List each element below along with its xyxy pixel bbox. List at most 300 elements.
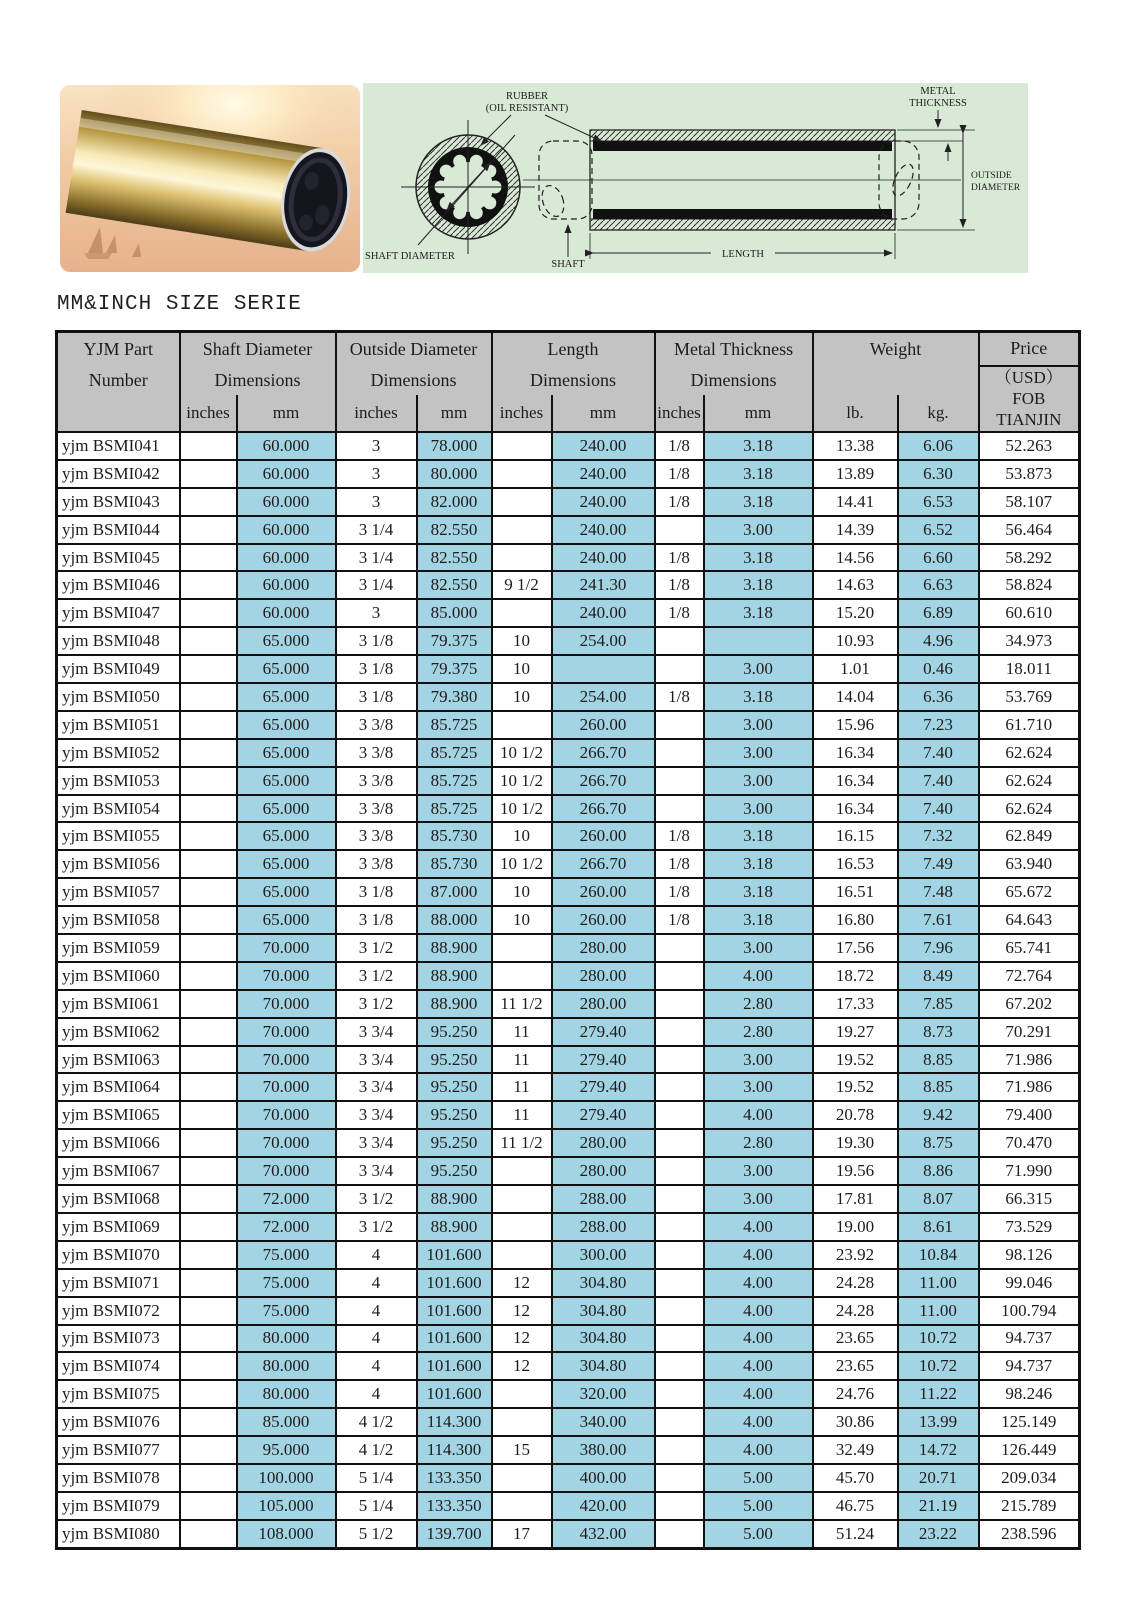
value-cell: 15 [492, 1436, 552, 1464]
value-cell: 304.80 [552, 1352, 655, 1380]
value-cell [492, 962, 552, 990]
value-cell: 11 [492, 1101, 552, 1129]
value-cell: 70.000 [237, 1046, 336, 1074]
value-cell: 51.24 [813, 1520, 898, 1548]
value-cell: 88.000 [417, 906, 492, 934]
value-cell: 3.18 [704, 906, 813, 934]
value-cell: 19.00 [813, 1213, 898, 1241]
value-cell: 32.49 [813, 1436, 898, 1464]
value-cell: 65.000 [237, 711, 336, 739]
value-cell [655, 1408, 704, 1436]
value-cell: 254.00 [552, 683, 655, 711]
table-row [57, 1157, 1080, 1185]
value-cell: 7.40 [898, 767, 979, 795]
value-cell: 100.000 [237, 1464, 336, 1492]
value-cell: 279.40 [552, 1073, 655, 1101]
value-cell: 139.700 [417, 1520, 492, 1548]
value-cell: 45.70 [813, 1464, 898, 1492]
value-cell: 85.000 [417, 599, 492, 627]
value-cell: 10.72 [898, 1325, 979, 1353]
value-cell [180, 571, 237, 599]
value-cell: 82.000 [417, 488, 492, 516]
value-cell: 3 1/2 [336, 1185, 417, 1213]
value-cell: 101.600 [417, 1241, 492, 1269]
value-cell [180, 1185, 237, 1213]
value-cell [180, 1241, 237, 1269]
value-cell: 3 [336, 460, 417, 488]
value-cell [655, 655, 704, 683]
part-number-cell: yjm BSMI068 [57, 1185, 180, 1213]
value-cell [180, 990, 237, 1018]
value-cell: 101.600 [417, 1269, 492, 1297]
value-cell [180, 1408, 237, 1436]
value-cell: 0.46 [898, 655, 979, 683]
value-cell: 16.34 [813, 795, 898, 823]
value-cell: 320.00 [552, 1380, 655, 1408]
value-cell: 20.78 [813, 1101, 898, 1129]
value-cell: 23.92 [813, 1241, 898, 1269]
value-cell: 4 1/2 [336, 1408, 417, 1436]
value-cell: 7.49 [898, 850, 979, 878]
value-cell: 4 [336, 1241, 417, 1269]
value-cell: 4 1/2 [336, 1436, 417, 1464]
value-cell: 266.70 [552, 795, 655, 823]
part-number-cell: yjm BSMI056 [57, 850, 180, 878]
value-cell: 420.00 [552, 1492, 655, 1520]
value-cell: 240.00 [552, 460, 655, 488]
value-cell: 75.000 [237, 1241, 336, 1269]
value-cell: 95.250 [417, 1046, 492, 1074]
value-cell [655, 1213, 704, 1241]
value-cell: 70.000 [237, 1018, 336, 1046]
value-cell: 30.86 [813, 1408, 898, 1436]
value-cell: 95.250 [417, 1129, 492, 1157]
value-cell [180, 795, 237, 823]
value-cell: 85.725 [417, 767, 492, 795]
table-row [57, 962, 1080, 990]
value-cell: 3.00 [704, 739, 813, 767]
table-row [57, 1073, 1080, 1101]
value-cell: 4 [336, 1380, 417, 1408]
value-cell: 24.76 [813, 1380, 898, 1408]
value-cell: 11 1/2 [492, 990, 552, 1018]
value-cell: 400.00 [552, 1464, 655, 1492]
value-cell: 62.624 [979, 739, 1080, 767]
value-cell: 14.39 [813, 516, 898, 544]
part-number-cell: yjm BSMI076 [57, 1408, 180, 1436]
value-cell [180, 934, 237, 962]
value-cell: 3.00 [704, 767, 813, 795]
value-cell: 3.00 [704, 1046, 813, 1074]
value-cell: 11.22 [898, 1380, 979, 1408]
value-cell [655, 1464, 704, 1492]
value-cell: 4.00 [704, 1325, 813, 1353]
value-cell: 3 [336, 488, 417, 516]
value-cell: 6.06 [898, 432, 979, 460]
value-cell: 280.00 [552, 990, 655, 1018]
value-cell [180, 906, 237, 934]
value-cell: 4.96 [898, 627, 979, 655]
page-title: MM&INCH SIZE SERIE [57, 293, 302, 316]
value-cell: 4.00 [704, 1380, 813, 1408]
value-cell: 62.624 [979, 795, 1080, 823]
value-cell [180, 627, 237, 655]
value-cell: 19.52 [813, 1046, 898, 1074]
value-cell: 3 3/8 [336, 822, 417, 850]
value-cell: 280.00 [552, 1129, 655, 1157]
col-header-shaft-diameter: Shaft Diameter Dimensions [180, 332, 336, 396]
value-cell: 4.00 [704, 1436, 813, 1464]
value-cell: 3 1/8 [336, 655, 417, 683]
value-cell [492, 1464, 552, 1492]
value-cell: 304.80 [552, 1297, 655, 1325]
value-cell: 58.292 [979, 544, 1080, 572]
table-row [57, 627, 1080, 655]
value-cell: 65.000 [237, 767, 336, 795]
value-cell: 3 3/8 [336, 767, 417, 795]
value-cell: 12 [492, 1297, 552, 1325]
table-row [57, 1325, 1080, 1353]
value-cell: 17.81 [813, 1185, 898, 1213]
part-number-cell: yjm BSMI053 [57, 767, 180, 795]
value-cell: 19.30 [813, 1129, 898, 1157]
value-cell: 1/8 [655, 571, 704, 599]
value-cell: 3.00 [704, 516, 813, 544]
value-cell [180, 432, 237, 460]
value-cell: 60.610 [979, 599, 1080, 627]
value-cell: 60.000 [237, 432, 336, 460]
part-number-cell: yjm BSMI049 [57, 655, 180, 683]
value-cell: 11 [492, 1073, 552, 1101]
value-cell: 304.80 [552, 1325, 655, 1353]
value-cell: 266.70 [552, 739, 655, 767]
value-cell: 7.40 [898, 739, 979, 767]
value-cell: 3.18 [704, 683, 813, 711]
value-cell: 125.149 [979, 1408, 1080, 1436]
part-number-cell: yjm BSMI071 [57, 1269, 180, 1297]
value-cell: 3 1/2 [336, 962, 417, 990]
value-cell [180, 516, 237, 544]
unit-header-kg: kg. [898, 395, 979, 432]
value-cell: 10 1/2 [492, 739, 552, 767]
bearing-photo-image [60, 85, 360, 272]
value-cell: 75.000 [237, 1269, 336, 1297]
value-cell: 70.470 [979, 1129, 1080, 1157]
value-cell: 11 [492, 1018, 552, 1046]
value-cell: 4.00 [704, 1213, 813, 1241]
value-cell: 254.00 [552, 627, 655, 655]
table-row [57, 571, 1080, 599]
value-cell: 79.375 [417, 655, 492, 683]
value-cell: 3 3/4 [336, 1101, 417, 1129]
value-cell: 8.75 [898, 1129, 979, 1157]
part-number-cell: yjm BSMI041 [57, 432, 180, 460]
value-cell: 64.643 [979, 906, 1080, 934]
bearing-diagram-image [363, 83, 1028, 273]
value-cell: 60.000 [237, 516, 336, 544]
value-cell [180, 683, 237, 711]
value-cell: 304.80 [552, 1269, 655, 1297]
value-cell: 11.00 [898, 1297, 979, 1325]
value-cell: 72.000 [237, 1213, 336, 1241]
unit-header-length-mm: mm [552, 395, 655, 432]
value-cell [180, 1269, 237, 1297]
value-cell: 3.18 [704, 822, 813, 850]
value-cell: 16.53 [813, 850, 898, 878]
value-cell: 65.000 [237, 906, 336, 934]
value-cell: 12 [492, 1325, 552, 1353]
value-cell: 53.769 [979, 683, 1080, 711]
value-cell: 8.61 [898, 1213, 979, 1241]
value-cell: 79.380 [417, 683, 492, 711]
table-row [57, 1380, 1080, 1408]
value-cell: 46.75 [813, 1492, 898, 1520]
value-cell [552, 655, 655, 683]
table-row [57, 1129, 1080, 1157]
value-cell: 88.900 [417, 962, 492, 990]
value-cell: 2.80 [704, 990, 813, 1018]
value-cell [704, 627, 813, 655]
value-cell [655, 1129, 704, 1157]
value-cell: 4.00 [704, 1352, 813, 1380]
value-cell: 1/8 [655, 906, 704, 934]
table-row [57, 599, 1080, 627]
part-number-cell: yjm BSMI074 [57, 1352, 180, 1380]
value-cell: 23.22 [898, 1520, 979, 1548]
table-row [57, 906, 1080, 934]
header-row-groups [57, 332, 1080, 366]
part-number-cell: yjm BSMI077 [57, 1436, 180, 1464]
value-cell: 3.18 [704, 599, 813, 627]
table-row [57, 934, 1080, 962]
metal-thickness-label: METAL [920, 86, 956, 97]
value-cell: 3 1/8 [336, 878, 417, 906]
value-cell: 18.011 [979, 655, 1080, 683]
value-cell: 105.000 [237, 1492, 336, 1520]
shaft-label: SHAFT [551, 259, 585, 270]
value-cell: 6.63 [898, 571, 979, 599]
table-row [57, 850, 1080, 878]
value-cell: 85.725 [417, 739, 492, 767]
value-cell [492, 711, 552, 739]
value-cell: 241.30 [552, 571, 655, 599]
table-row [57, 460, 1080, 488]
value-cell: 4.00 [704, 1241, 813, 1269]
value-cell: 7.85 [898, 990, 979, 1018]
value-cell: 126.449 [979, 1436, 1080, 1464]
value-cell: 82.550 [417, 516, 492, 544]
table-row [57, 1241, 1080, 1269]
value-cell: 1/8 [655, 432, 704, 460]
value-cell: 7.96 [898, 934, 979, 962]
value-cell: 10 1/2 [492, 767, 552, 795]
value-cell: 8.07 [898, 1185, 979, 1213]
value-cell: 71.990 [979, 1157, 1080, 1185]
value-cell: 95.250 [417, 1157, 492, 1185]
value-cell: 65.741 [979, 934, 1080, 962]
table-row [57, 432, 1080, 460]
part-number-cell: yjm BSMI059 [57, 934, 180, 962]
rubber-label-2: (OIL RESISTANT) [485, 103, 569, 114]
value-cell: 14.41 [813, 488, 898, 516]
value-cell: 2.80 [704, 1018, 813, 1046]
table-header [57, 332, 1080, 433]
value-cell: 67.202 [979, 990, 1080, 1018]
unit-header-metal-mm: mm [704, 395, 813, 432]
value-cell: 12 [492, 1269, 552, 1297]
length-label: LENGTH [722, 249, 764, 260]
part-number-cell: yjm BSMI080 [57, 1520, 180, 1548]
value-cell: 108.000 [237, 1520, 336, 1548]
metal-thickness-label-2: THICKNESS [909, 98, 967, 109]
value-cell: 70.291 [979, 1018, 1080, 1046]
part-number-cell: yjm BSMI072 [57, 1297, 180, 1325]
product-photo [60, 85, 360, 272]
value-cell: 73.529 [979, 1213, 1080, 1241]
value-cell: 62.849 [979, 822, 1080, 850]
value-cell: 23.65 [813, 1352, 898, 1380]
value-cell: 79.375 [417, 627, 492, 655]
value-cell: 65.672 [979, 878, 1080, 906]
part-number-cell: yjm BSMI045 [57, 544, 180, 572]
value-cell: 8.73 [898, 1018, 979, 1046]
part-number-cell: yjm BSMI043 [57, 488, 180, 516]
part-number-cell: yjm BSMI063 [57, 1046, 180, 1074]
value-cell [492, 1241, 552, 1269]
part-number-cell: yjm BSMI044 [57, 516, 180, 544]
value-cell: 19.52 [813, 1073, 898, 1101]
value-cell [180, 1297, 237, 1325]
table-row [57, 1185, 1080, 1213]
value-cell: 3.18 [704, 544, 813, 572]
value-cell: 9.42 [898, 1101, 979, 1129]
table-row [57, 1436, 1080, 1464]
value-cell: 260.00 [552, 878, 655, 906]
value-cell: 80.000 [417, 460, 492, 488]
value-cell: 13.89 [813, 460, 898, 488]
value-cell [655, 1241, 704, 1269]
value-cell: 2.80 [704, 1129, 813, 1157]
value-cell: 80.000 [237, 1325, 336, 1353]
value-cell: 133.350 [417, 1492, 492, 1520]
value-cell: 17.56 [813, 934, 898, 962]
value-cell [180, 711, 237, 739]
value-cell [180, 962, 237, 990]
value-cell: 238.596 [979, 1520, 1080, 1548]
value-cell: 85.730 [417, 822, 492, 850]
value-cell: 3 3/4 [336, 1018, 417, 1046]
value-cell: 3 3/8 [336, 739, 417, 767]
value-cell: 8.49 [898, 962, 979, 990]
value-cell [492, 599, 552, 627]
value-cell: 11 1/2 [492, 1129, 552, 1157]
value-cell [180, 1464, 237, 1492]
value-cell: 1/8 [655, 850, 704, 878]
unit-header-metal-inches: inches [655, 395, 704, 432]
value-cell: 209.034 [979, 1464, 1080, 1492]
value-cell: 240.00 [552, 516, 655, 544]
part-number-cell: yjm BSMI079 [57, 1492, 180, 1520]
part-number-cell: yjm BSMI046 [57, 571, 180, 599]
value-cell: 3 1/2 [336, 990, 417, 1018]
table-row [57, 683, 1080, 711]
value-cell [655, 1380, 704, 1408]
value-cell: 65.000 [237, 739, 336, 767]
value-cell: 99.046 [979, 1269, 1080, 1297]
value-cell: 16.34 [813, 767, 898, 795]
value-cell [492, 516, 552, 544]
table-row [57, 739, 1080, 767]
table-row [57, 990, 1080, 1018]
value-cell: 133.350 [417, 1464, 492, 1492]
table-row [57, 822, 1080, 850]
table-row [57, 1520, 1080, 1548]
value-cell: 3 3/8 [336, 711, 417, 739]
value-cell: 62.624 [979, 767, 1080, 795]
value-cell: 3 3/4 [336, 1046, 417, 1074]
value-cell: 5 1/4 [336, 1464, 417, 1492]
value-cell: 1/8 [655, 683, 704, 711]
value-cell: 85.725 [417, 795, 492, 823]
value-cell: 3 3/8 [336, 850, 417, 878]
value-cell [655, 516, 704, 544]
value-cell: 100.794 [979, 1297, 1080, 1325]
size-spec-table [55, 330, 1081, 1550]
value-cell [492, 1213, 552, 1241]
value-cell: 3 1/8 [336, 627, 417, 655]
value-cell: 20.71 [898, 1464, 979, 1492]
table-row [57, 544, 1080, 572]
value-cell: 60.000 [237, 460, 336, 488]
value-cell: 72.764 [979, 962, 1080, 990]
value-cell: 3.00 [704, 1185, 813, 1213]
value-cell: 3.00 [704, 1073, 813, 1101]
value-cell [655, 1101, 704, 1129]
value-cell: 53.873 [979, 460, 1080, 488]
value-cell: 114.300 [417, 1408, 492, 1436]
value-cell: 70.000 [237, 934, 336, 962]
value-cell: 70.000 [237, 1101, 336, 1129]
value-cell: 95.000 [237, 1436, 336, 1464]
value-cell: 10 [492, 655, 552, 683]
value-cell [492, 488, 552, 516]
value-cell: 95.250 [417, 1018, 492, 1046]
value-cell [655, 1520, 704, 1548]
value-cell [655, 934, 704, 962]
value-cell: 16.15 [813, 822, 898, 850]
table-row [57, 1018, 1080, 1046]
table-body [57, 432, 1080, 1548]
outside-diameter-label-2: DIAMETER [971, 183, 1021, 193]
table-row [57, 1046, 1080, 1074]
value-cell [180, 1157, 237, 1185]
value-cell: 17 [492, 1520, 552, 1548]
value-cell: 34.973 [979, 627, 1080, 655]
value-cell [655, 962, 704, 990]
value-cell: 266.70 [552, 850, 655, 878]
part-number-cell: yjm BSMI051 [57, 711, 180, 739]
value-cell: 1/8 [655, 460, 704, 488]
part-number-cell: yjm BSMI064 [57, 1073, 180, 1101]
part-number-cell: yjm BSMI055 [57, 822, 180, 850]
part-number-cell: yjm BSMI057 [57, 878, 180, 906]
value-cell: 78.000 [417, 432, 492, 460]
value-cell [180, 1380, 237, 1408]
value-cell: 4.00 [704, 1101, 813, 1129]
unit-header-shaft-mm: mm [237, 395, 336, 432]
value-cell: 14.72 [898, 1436, 979, 1464]
value-cell: 260.00 [552, 711, 655, 739]
